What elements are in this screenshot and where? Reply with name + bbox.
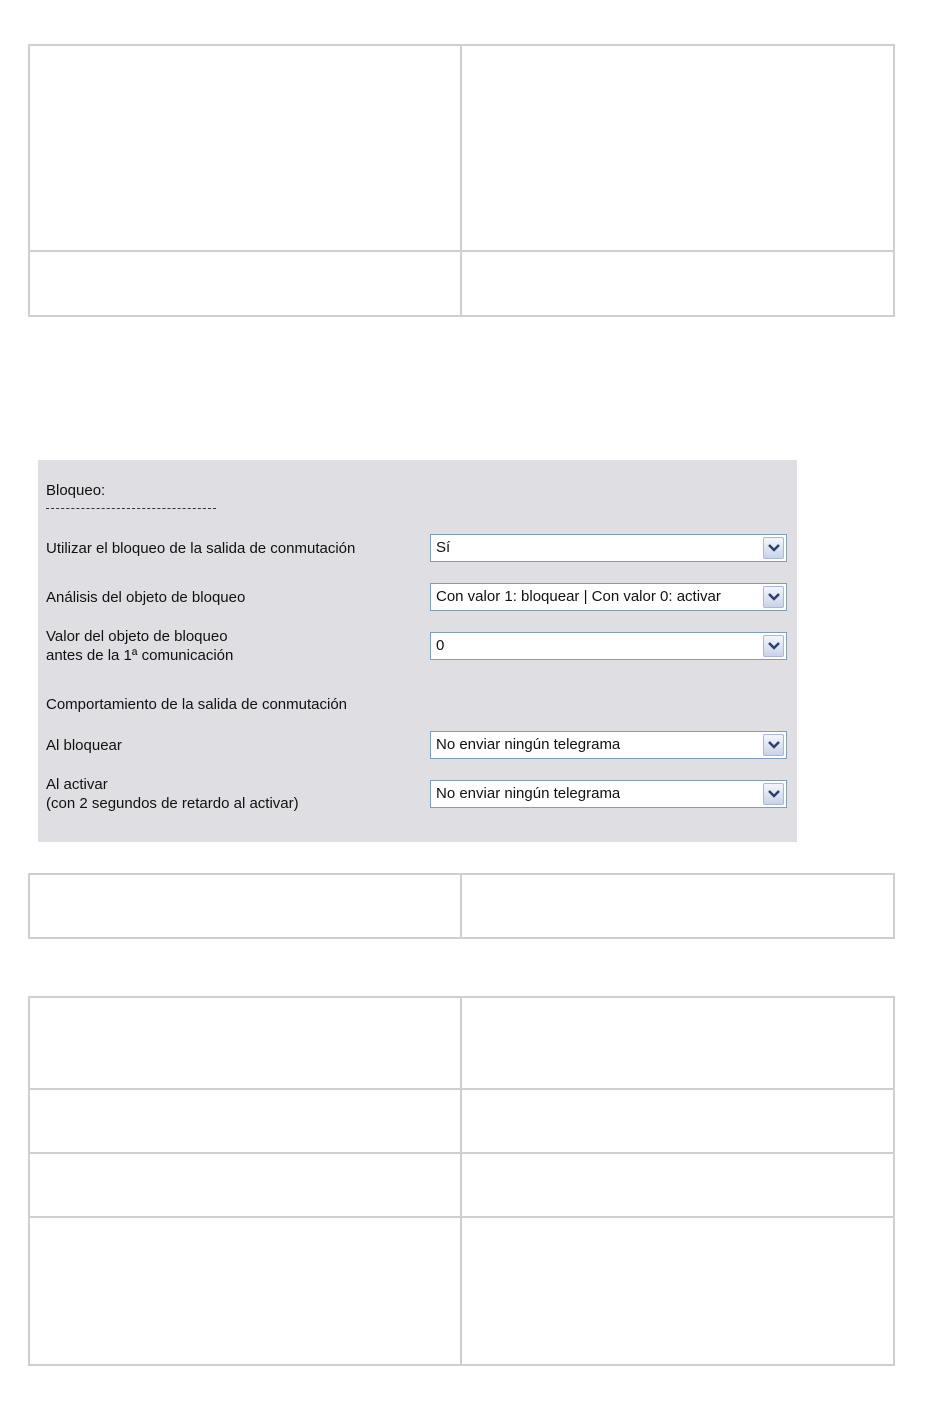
label-line: Valor del objeto de bloqueo [46,628,228,645]
table-bottom [28,996,895,1366]
lock-enable-label: Utilizar el bloqueo de la salida de conmutación [46,540,356,557]
chevron-down-icon[interactable] [763,783,784,805]
table-row [29,45,894,251]
table-cell [461,251,894,316]
lock-enable-select[interactable] [430,534,787,562]
table-cell [461,1153,894,1217]
chevron-down-icon[interactable] [763,635,784,657]
table-cell [29,1089,461,1153]
on-lock-select[interactable] [430,731,787,759]
select-value: 0 [436,637,445,654]
lock-object-value-select[interactable] [430,632,787,660]
select-value: Sí [436,539,451,556]
table-row [29,1153,894,1217]
chevron-down-icon[interactable] [763,537,784,559]
table-middle [28,873,895,939]
chevron-down-icon[interactable] [763,586,784,608]
table-row [29,251,894,316]
lock-object-analysis-select[interactable] [430,583,787,611]
label-line: antes de la 1ª comunicación [46,647,234,664]
behavior-heading: Comportamiento de la salida de conmutación [46,696,348,713]
on-unlock-select[interactable] [430,780,787,808]
lock-object-analysis-label: Análisis del objeto de bloqueo [46,589,246,606]
select-value: No enviar ningún telegrama [436,785,621,802]
table-cell [461,997,894,1089]
table-row [29,874,894,938]
table-cell [461,1217,894,1365]
select-value: No enviar ningún telegrama [436,736,621,753]
table-cell [29,251,461,316]
table-cell [29,997,461,1089]
table-cell [29,874,461,938]
section-title: Bloqueo: [46,482,106,499]
table-cell [461,45,894,251]
table-cell [461,874,894,938]
label-line: (con 2 segundos de retardo al activar) [46,795,299,812]
section-divider [46,508,216,509]
table-cell [29,1153,461,1217]
table-cell [29,1217,461,1365]
lock-object-value-label [46,627,233,665]
table-cell [461,1089,894,1153]
on-unlock-label [46,775,299,813]
lock-settings-panel [38,460,797,842]
table-row [29,1089,894,1153]
on-lock-label: Al bloquear [46,737,122,754]
table-cell [29,45,461,251]
table-row [29,997,894,1089]
select-value: Con valor 1: bloquear | Con valor 0: activar [436,588,721,605]
chevron-down-icon[interactable] [763,734,784,756]
label-line: Al activar [46,776,108,793]
table-top [28,44,895,317]
table-row [29,1217,894,1365]
